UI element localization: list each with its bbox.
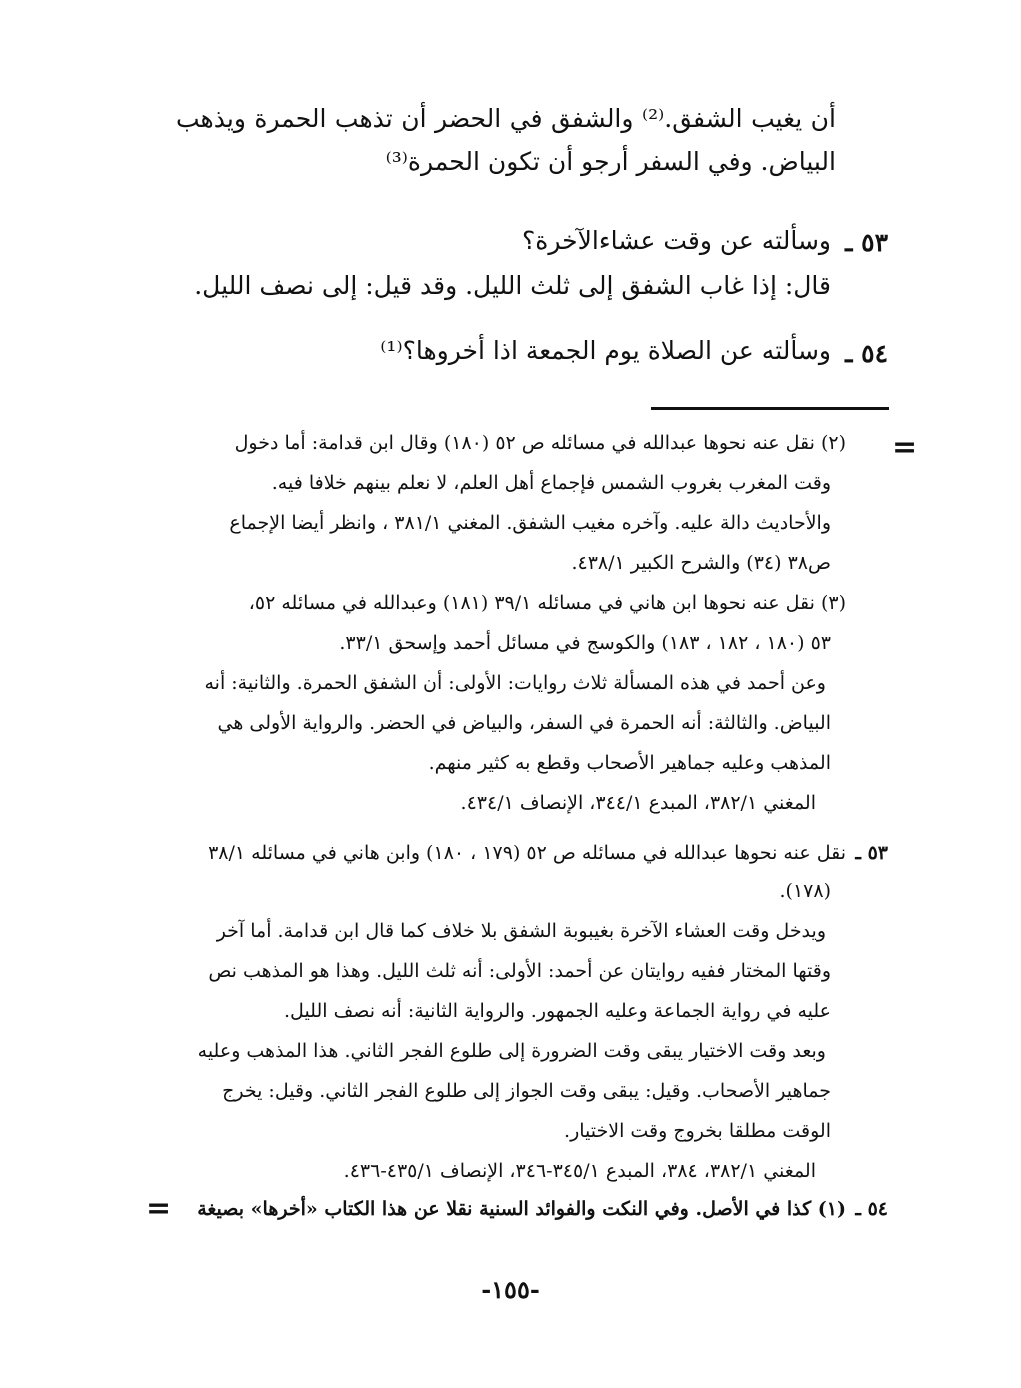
footnote-2-line-2: وقت المغرب بغروب الشمس فإجماع أهل العلم، لا نعلم بينهم خلافا فيه.: [271, 472, 831, 494]
footnote-53-line-7: جماهير الأصحاب. وقيل: يبقى وقت الجواز إلى طلوع الفجر الثاني. وقيل: يخرج: [222, 1080, 831, 1102]
main-text-line-2: البياض. وفي السفر أرجو أن تكون الحمرة⁽³⁾: [385, 147, 836, 176]
footnote-53-line-2: (١٧٨).: [779, 880, 831, 902]
footnote-53-number: ٥٣ ـ: [855, 842, 888, 864]
footnote-53-line-8: الوقت مطلقا بخروج وقت الاختيار.: [564, 1120, 831, 1142]
footnote-2-line-3: والأحاديث دالة عليه. وآخره مغيب الشفق. المغني ٣٨١/١ ، وانظر أيضا الإجماع: [229, 512, 831, 534]
footnote-3-line-4: البياض. والثالثة: أنه الحمرة في السفر، والبياض في الحضر. والرواية الأولى هي: [217, 712, 831, 734]
footnote-3-line-6: المغني ٣٨٢/١، المبدع ٣٤٤/١، الإنصاف ٤٣٤/١.: [460, 792, 816, 814]
footnote-54-number: ٥٤ ـ: [855, 1198, 888, 1220]
question-54-text: وسألته عن الصلاة يوم الجمعة اذا أخروها؟⁽¹⁾: [380, 336, 831, 365]
footnote-53-line-3: ويدخل وقت العشاء الآخرة بغيبوبة الشفق بلا خلاف كما قال ابن قدامة. أما آخر: [216, 920, 826, 942]
footnote-3-line-3: وعن أحمد في هذه المسألة ثلاث روايات: الأولى: أن الشفق الحمرة. والثانية: أنه: [204, 672, 826, 694]
footnote-53-line-5: عليه في رواية الجماعة وعليه الجمهور. والرواية الثانية: أنه نصف الليل.: [284, 1000, 831, 1022]
footnote-53-line-4: وقتها المختار ففيه روايتان عن أحمد: الأولى: أنه ثلث الليل. وهذا هو المذهب نص: [208, 960, 831, 982]
page-number: -١٥٥-: [481, 1275, 540, 1304]
footnote-separator: [651, 407, 889, 410]
footnote-2-line-4: ص٣٨ (٣٤) والشرح الكبير ٤٣٨/١.: [571, 552, 831, 574]
footnote-3-line-2: ٥٣ (١٨٠ ، ١٨٢ ، ١٨٣) والكوسج في مسائل أحمد وإسحق ٣٣/١.: [339, 632, 831, 654]
footnote-54-line-1: (١) كذا في الأصل. وفي النكت والفوائد السنية نقلا عن هذا الكتاب «أخرها» بصيغة: [197, 1198, 846, 1220]
question-54-number: ٥٤ ـ: [845, 339, 888, 368]
question-53-answer: قال: إذا غاب الشفق إلى ثلث الليل. وقد قيل: إلى نصف الليل.: [194, 271, 831, 300]
question-53-number: ٥٣ ـ: [845, 228, 888, 257]
footnote-3-line-5: المذهب وعليه جماهير الأصحاب وقطع به كثير منهم.: [428, 752, 831, 774]
continuation-mark-2: =: [146, 1191, 172, 1226]
footnote-53-line-1: نقل عنه نحوها عبدالله في مسائله ص ٥٢ (١٧٩ ، ١٨٠) وابن هاني في مسائله ٣٨/١: [208, 842, 846, 864]
continuation-mark: =: [892, 430, 918, 465]
question-53-text: وسألته عن وقت عشاءالآخرة؟: [522, 226, 831, 255]
main-text-line-1: أن يغيب الشفق.⁽²⁾ والشفق في الحضر أن تذهب الحمرة ويذهب: [176, 104, 836, 133]
footnote-2-line-1: (٢) نقل عنه نحوها عبدالله في مسائله ص ٥٢ (١٨٠) وقال ابن قدامة: أما دخول: [234, 432, 846, 454]
footnote-3-line-1: (٣) نقل عنه نحوها ابن هاني في مسائله ٣٩/١ (١٨١) وعبدالله في مسائله ٥٢،: [248, 592, 846, 614]
footnote-53-line-9: المغني ٣٨٢/١، ٣٨٤، المبدع ٣٤٥/١-٣٤٦، الإنصاف ٤٣٥/١-٤٣٦.: [343, 1160, 816, 1182]
footnote-53-line-6: وبعد وقت الاختيار يبقى وقت الضرورة إلى طلوع الفجر الثاني. هذا المذهب وعليه: [197, 1040, 826, 1062]
